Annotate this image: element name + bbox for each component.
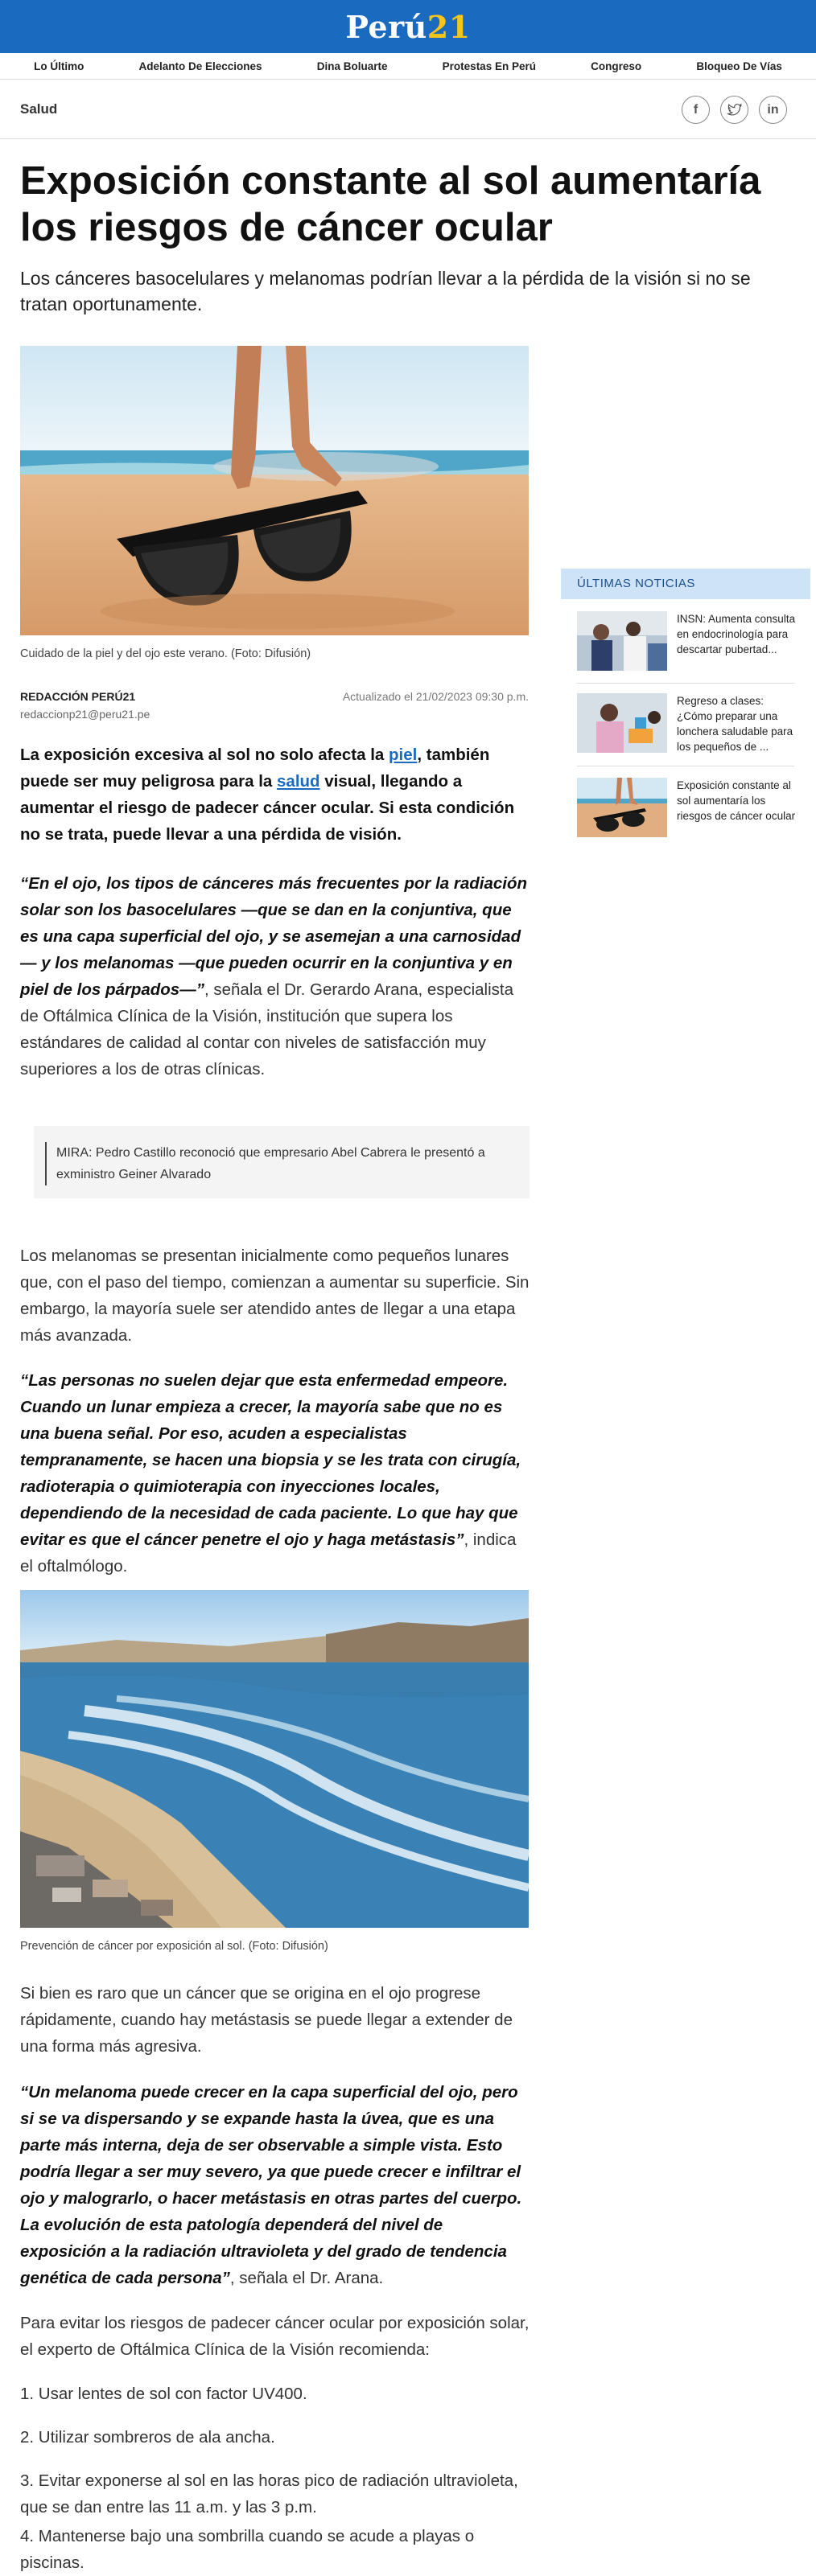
- twitter-icon[interactable]: [720, 96, 748, 124]
- nav-item-adelanto-elecciones[interactable]: Adelanto De Elecciones: [138, 60, 262, 72]
- related-link[interactable]: MIRA: Pedro Castillo reconoció que empresario Abel Cabrera le presentó a exministro Geiner Alvarado: [45, 1142, 504, 1185]
- facebook-icon[interactable]: f: [682, 96, 710, 124]
- news-thumbnail: [577, 778, 667, 837]
- sidebar-news-item[interactable]: [577, 693, 796, 761]
- related-box: [34, 1126, 530, 1198]
- section-link[interactable]: Salud: [20, 101, 58, 117]
- paragraph-5: Si bien es raro que un cáncer que se origina en el ojo progrese rápidamente, cuando hay metástasis se puede llegar a extender de una forma más agresiva.: [20, 1984, 513, 2056]
- link-piel[interactable]: piel: [389, 746, 418, 764]
- sidebar-heading: ÚLTIMAS NOTICIAS: [561, 569, 810, 599]
- sidebar-news-item[interactable]: [577, 778, 796, 837]
- author-name[interactable]: REDACCIÓN PERÚ21: [20, 690, 136, 703]
- article-subtitle: Los cánceres basocelulares y melanomas podrían llevar a la pérdida de la visión si no se tratan oportunamente.: [20, 268, 751, 314]
- sidebar-news-item[interactable]: [577, 611, 796, 679]
- linkedin-icon[interactable]: in: [759, 96, 787, 124]
- news-title: INSN: Aumenta consulta en endocrinología para descartar pubertad...: [677, 613, 796, 655]
- news-thumbnail: [577, 693, 667, 753]
- nav-item-lo-ultimo[interactable]: Lo Último: [34, 60, 84, 72]
- nav-item-bloqueo-vias[interactable]: Bloqueo De Vías: [696, 60, 782, 72]
- author-email: redaccionp21@peru21.pe: [20, 708, 150, 721]
- article-image-sunglasses: [20, 346, 529, 635]
- list-item-2: 2. Utilizar sombreros de ala ancha.: [20, 2428, 275, 2447]
- news-thumbnail: [577, 611, 667, 671]
- article-image-beach: [20, 1590, 529, 1928]
- paragraph-6: “Un melanoma puede crecer en la capa superficial del ojo, pero si se va dispersando y se expande hasta la úvea, que es una parte más interna, deja de ser observable a simple vista. Esto podría llegar a ser muy severo, ya que puede crecer e infiltrar el ojo y malograrlo, o hacer metástasis en otras partes del cuerpo. La evolución de esta patología dependerá del nivel de exposición a la radiación ultravioleta y del grado de tendencia genética de cada persona”, señala el Dr. Arana.: [20, 2083, 522, 2287]
- byline: [20, 690, 529, 732]
- paragraph-4: “Las personas no suelen dejar que esta enfermedad empeore. Cuando un lunar empieza a crecer, la mayoría sabe que no es una buena señal. Por eso, acuden a especialistas tempranamente, se hacen una biopsia y se les trata con cirugía, radioterapia o quimioterapia con inyecciones locales, dependiendo de la necesidad de cada paciente. Lo que hay que evitar es que el cáncer penetre el ojo y haga metástasis”, indica el oftalmólogo.: [20, 1371, 521, 1576]
- image-caption-1: Cuidado de la piel y del ojo este verano. (Foto: Difusión): [20, 647, 311, 660]
- news-title: Regreso a clases: ¿Cómo preparar una lonchera saludable para los pequeños de ...: [677, 695, 793, 753]
- nav-item-dina-boluarte[interactable]: Dina Boluarte: [316, 60, 388, 72]
- link-salud[interactable]: salud: [277, 772, 320, 791]
- paragraph-2: “En el ojo, los tipos de cánceres más frecuentes por la radiación solar son los basocelulares —que se dan en la conjuntiva, que es una capa superficial del ojo, y se asemejan a una carnosidad— y los melanomas —que pueden ocurrir en la conjuntiva y en piel de los párpados—”, señala el Dr. Gerardo Arana, especialista de Oftálmica Clínica de la Visión, institución que supera los estándares de calidad al contar con niveles de satisfacción muy superiores a los de otras clínicas.: [20, 874, 528, 1078]
- paragraph-7: Para evitar los riesgos de padecer cáncer ocular por exposición solar, el experto de Oftálmica Clínica de la Visión recomienda:: [20, 2314, 530, 2359]
- article-lead: La exposición excesiva al sol no solo afecta la piel, también puede ser muy peligrosa para la salud visual, llegando a aumentar el riesgo de padecer cáncer ocular. Si esta condición no se trata, puede llevar a una pérdida de visión.: [20, 746, 515, 844]
- main-nav: [0, 53, 816, 80]
- news-title: Exposición constante al sol aumentaría los riesgos de cáncer ocular: [677, 779, 796, 822]
- site-header: [0, 0, 816, 53]
- sidebar-divider: [577, 683, 794, 684]
- image-caption-2: Prevención de cáncer por exposición al sol. (Foto: Difusión): [20, 1940, 328, 1953]
- paragraph-3: Los melanomas se presentan inicialmente como pequeños lunares que, con el paso del tiempo, comienzan a aumentar su superficie. Sin embargo, la mayoría suele ser atendido antes de llegar a una etapa más avanzada.: [20, 1247, 530, 1345]
- article-title: Exposición constante al sol aumentaría los riesgos de cáncer ocular: [20, 159, 761, 249]
- nav-item-congreso[interactable]: Congreso: [591, 60, 642, 72]
- share-buttons: [682, 96, 787, 124]
- list-item-3: 3. Evitar exponerse al sol en las horas pico de radiación ultravioleta, que se dan entre las 11 a.m. y las 3 p.m.: [20, 2471, 518, 2516]
- updated-timestamp: Actualizado el 21/02/2023 09:30 p.m.: [342, 690, 529, 703]
- list-item-4: 4. Mantenerse bajo una sombrilla cuando se acude a playas o piscinas.: [20, 2527, 475, 2572]
- section-bar: [0, 80, 816, 139]
- nav-item-protestas[interactable]: Protestas En Perú: [442, 60, 536, 72]
- list-item-1: 1. Usar lentes de sol con factor UV400.: [20, 2385, 307, 2403]
- site-logo[interactable]: Perú21: [345, 8, 471, 45]
